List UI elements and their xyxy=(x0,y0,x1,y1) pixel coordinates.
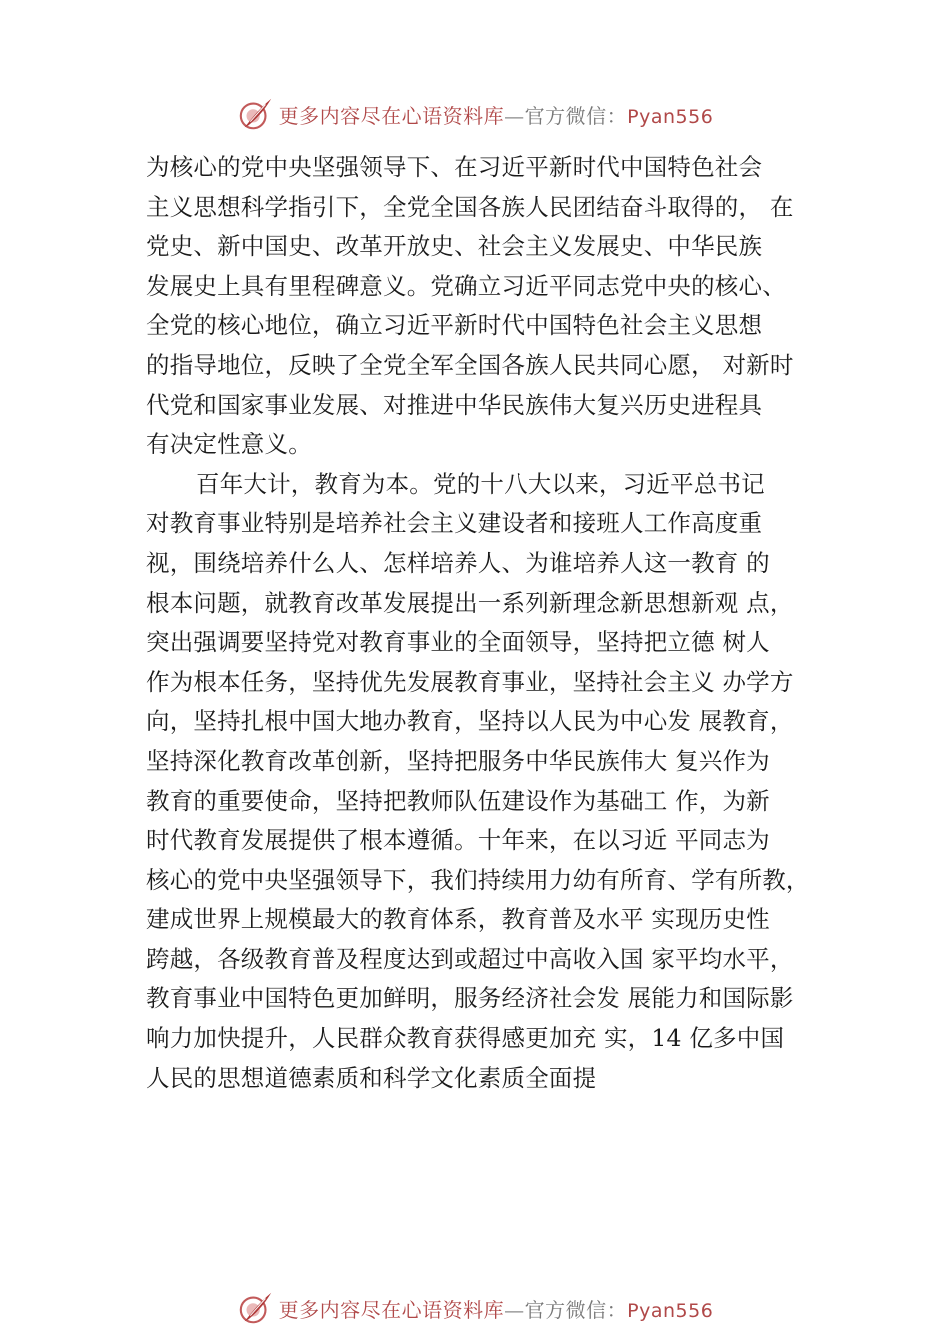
quill-logo-icon xyxy=(237,95,275,133)
banner-text xyxy=(279,1294,714,1323)
text-line: 坚持深化教育改革创新，坚持把服务中华民族伟大 复兴作为 xyxy=(146,746,770,775)
banner-title: 更多内容尽在心语资料库 xyxy=(278,103,505,128)
text-line: 跨越，各级教育普及程度达到或超过中高收入国 家平均水平， xyxy=(146,944,794,973)
banner-label: 官方微信： xyxy=(524,103,628,128)
header-banner xyxy=(0,92,950,136)
text-line: 有决定性意义。 xyxy=(146,430,312,459)
banner-label: 官方微信： xyxy=(524,1297,628,1322)
text-line: 发展史上具有里程碑意义。党确立习近平同志党中央的核心、 xyxy=(146,271,786,300)
document-body xyxy=(146,148,846,1098)
text-line: 时代教育发展提供了根本遵循。十年来，在以习近 平同志为 xyxy=(146,826,770,855)
quill-logo-icon xyxy=(237,1289,275,1327)
paragraph-start-line: 百年大计，教育为本。党的十八大以来，习近平总书记 xyxy=(196,469,765,498)
text-line: 主义思想科学指引下，全党全国各族人民团结奋斗取得的， 在 xyxy=(146,192,794,221)
banner-text xyxy=(279,100,714,129)
text-line: 党史、新中国史、改革开放史、社会主义发展史、中华民族 xyxy=(146,232,763,261)
text-line: 为核心的党中央坚强领导下、在习近平新时代中国特色社会 xyxy=(146,153,763,181)
text-line: 全党的核心地位，确立习近平新时代中国特色社会主义思想 xyxy=(146,311,763,340)
text-line: 对教育事业特别是培养社会主义建设者和接班人工作高度重 xyxy=(146,509,763,538)
text-line: 突出强调要坚持党对教育事业的全面领导，坚持把立德 树人 xyxy=(146,628,770,657)
text-line: 核心的党中央坚强领导下，我们持续用力幼有所育、学有所教， xyxy=(146,865,810,894)
text-line: 教育的重要使命，坚持把教师队伍建设作为基础工 作，为新 xyxy=(146,786,770,815)
text-line: 响力加快提升，人民群众教育获得感更加充 实，14 亿多中国 xyxy=(146,1024,785,1053)
text-line: 作为根本任务，坚持优先发展教育事业，坚持社会主义 办学方 xyxy=(146,667,794,696)
text-line: 向，坚持扎根中国大地办教育，坚持以人民为中心发 展教育， xyxy=(146,707,794,736)
banner-id: Pyan556 xyxy=(627,105,714,128)
banner-title: 更多内容尽在心语资料库 xyxy=(278,1297,505,1322)
footer-banner xyxy=(0,1286,950,1330)
text-line: 人民的思想道德素质和科学文化素质全面提 xyxy=(146,1063,597,1092)
text-line: 建成世界上规模最大的教育体系，教育普及水平 实现历史性 xyxy=(146,905,770,934)
banner-dash: — xyxy=(504,103,525,128)
banner-id: Pyan556 xyxy=(627,1299,714,1322)
text-line: 教育事业中国特色更加鲜明，服务经济社会发 展能力和国际影 xyxy=(146,984,794,1013)
text-line: 根本问题，就教育改革发展提出一系列新理念新思想新观 点， xyxy=(146,588,794,617)
text-line: 视，围绕培养什么人、怎样培养人、为谁培养人这一教育 的 xyxy=(146,548,770,577)
banner-dash: — xyxy=(504,1297,525,1322)
text-line: 的指导地位，反映了全党全军全国各族人民共同心愿， 对新时 xyxy=(146,350,794,379)
text-line: 代党和国家事业发展、对推进中华民族伟大复兴历史进程具 xyxy=(146,390,763,419)
